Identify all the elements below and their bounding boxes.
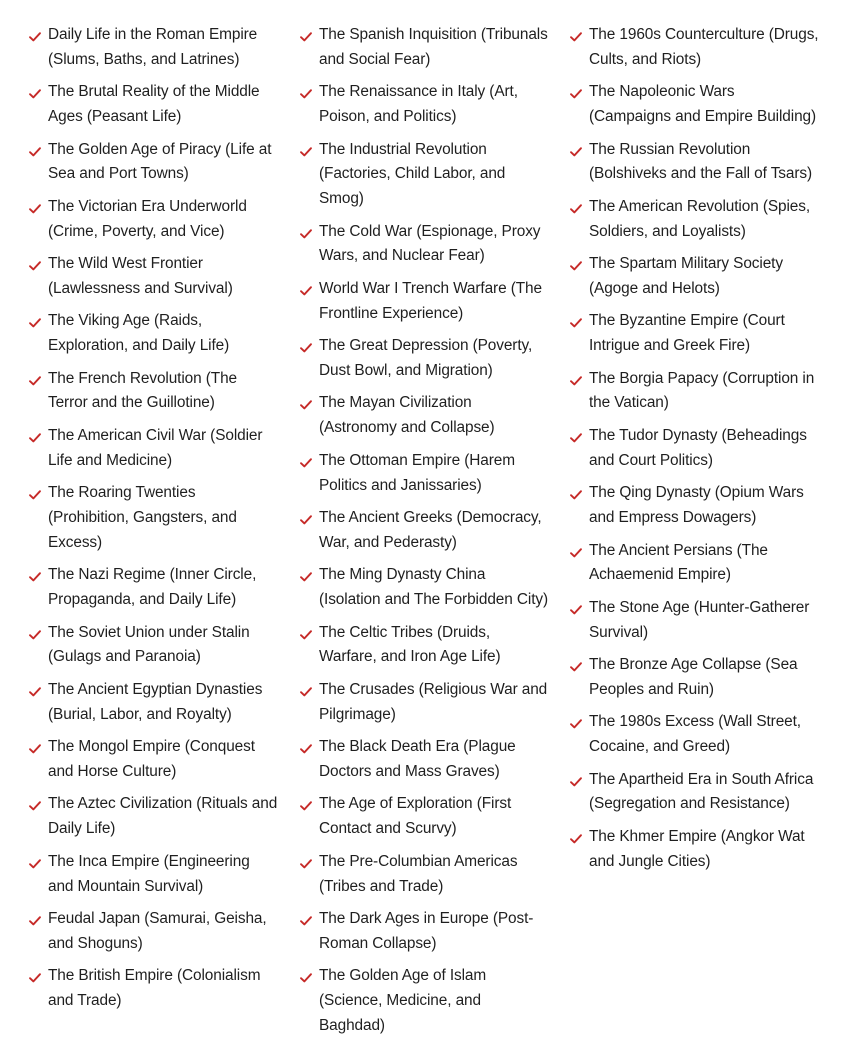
list-item-label: The Crusades (Religious War and Pilgrimage)	[319, 680, 548, 723]
checkmark-icon	[28, 685, 42, 699]
list-item	[569, 424, 819, 474]
list-item-label: The Dark Ages in Europe (Post-Roman Collapse)	[319, 910, 534, 952]
list-item-label: The Aztec Civilization (Rituals and Daily Life)	[48, 795, 278, 838]
list-item	[299, 678, 549, 728]
list-item	[28, 735, 278, 785]
list-item	[299, 792, 549, 842]
list-item	[569, 252, 819, 302]
list-item	[299, 277, 549, 327]
checklist-column-1	[28, 23, 278, 1022]
checkmark-icon	[299, 685, 313, 699]
list-item-label: The Mayan Civilization (Astronomy and Collapse)	[319, 394, 495, 437]
checkmark-icon	[569, 374, 583, 388]
list-item-label: The Victorian Era Underworld (Crime, Poverty, and Vice)	[48, 197, 247, 240]
checkmark-icon	[28, 488, 42, 502]
checkmark-icon	[569, 431, 583, 445]
checkmark-icon	[28, 259, 42, 273]
list-item-label: World War I Trench Warfare (The Frontline Experience)	[319, 279, 542, 322]
list-item-label: Daily Life in the Roman Empire (Slums, Baths, and Latrines)	[48, 26, 258, 68]
list-item	[299, 334, 549, 384]
checkmark-icon	[28, 971, 42, 985]
checkmark-icon	[299, 227, 313, 241]
checkmark-icon	[28, 570, 42, 584]
list-item	[299, 964, 549, 1038]
list-item-label: The Tudor Dynasty (Beheadings and Court Politics)	[589, 426, 807, 469]
list-item	[28, 138, 278, 188]
list-item	[299, 80, 549, 130]
list-item-label: The Renaissance in Italy (Art, Poison, and Politics)	[319, 83, 518, 126]
list-item-label: The French Revolution (The Terror and the Guillotine)	[48, 369, 238, 412]
list-item-label: The American Revolution (Spies, Soldiers, and Loyalists)	[589, 197, 811, 240]
list-item	[569, 195, 819, 245]
list-item-label: The British Empire (Colonialism and Trade)	[48, 967, 261, 1010]
checkmark-icon	[299, 284, 313, 298]
list-item-label: The 1980s Excess (Wall Street, Cocaine, and Greed)	[589, 713, 801, 756]
checkmark-icon	[299, 398, 313, 412]
checkmark-icon	[569, 546, 583, 560]
list-item-label: The Soviet Union under Stalin (Gulags and Paranoia)	[48, 623, 250, 666]
list-item-label: Feudal Japan (Samurai, Geisha, and Shoguns)	[48, 910, 267, 952]
list-item	[28, 481, 278, 555]
checkmark-icon	[569, 202, 583, 216]
list-item	[569, 710, 819, 760]
checkmark-icon	[569, 488, 583, 502]
checkmark-icon	[299, 628, 313, 642]
list-item	[28, 309, 278, 359]
checklist-column-2	[299, 23, 549, 1046]
list-item-label: The Khmer Empire (Angkor Wat and Jungle Cities)	[589, 827, 805, 870]
checkmark-icon	[299, 857, 313, 871]
list-item	[299, 449, 549, 499]
list-item	[569, 309, 819, 359]
list-item	[569, 653, 819, 703]
checkmark-icon	[569, 145, 583, 159]
list-item	[299, 220, 549, 270]
checkmark-icon	[28, 914, 42, 928]
checkmark-icon	[569, 717, 583, 731]
checkmark-icon	[28, 431, 42, 445]
list-item-label: The Celtic Tribes (Druids, Warfare, and Iron Age Life)	[319, 623, 501, 666]
checkmark-icon	[569, 660, 583, 674]
list-item-label: The 1960s Counterculture (Drugs, Cults, and Riots)	[589, 26, 819, 68]
list-item-label: The Wild West Frontier (Lawlessness and Survival)	[48, 255, 233, 297]
list-item	[569, 825, 819, 875]
checkmark-icon	[569, 832, 583, 846]
checkmark-icon	[28, 799, 42, 813]
list-item-label: The Roaring Twenties (Prohibition, Gangsters, and Excess)	[48, 484, 237, 551]
checkmark-icon	[299, 742, 313, 756]
checkmark-icon	[28, 628, 42, 642]
list-item	[569, 539, 819, 589]
checkmark-icon	[299, 30, 313, 44]
list-item-label: The Brutal Reality of the Middle Ages (Peasant Life)	[48, 83, 260, 126]
checkmark-icon	[569, 775, 583, 789]
checkmark-icon	[569, 30, 583, 44]
list-item-label: The Age of Exploration (First Contact and Scurvy)	[319, 795, 512, 838]
list-item-label: The Ancient Persians (The Achaemenid Empire)	[589, 541, 768, 584]
checkmark-icon	[28, 202, 42, 216]
list-item	[28, 80, 278, 130]
list-item-label: The Byzantine Empire (Court Intrigue and Greek Fire)	[589, 312, 785, 355]
list-item	[28, 792, 278, 842]
list-item	[28, 367, 278, 417]
list-item	[299, 506, 549, 556]
list-item-label: The Qing Dynasty (Opium Wars and Empress Dowagers)	[589, 484, 804, 527]
checkmark-icon	[28, 374, 42, 388]
list-item-label: The Cold War (Espionage, Proxy Wars, and Nuclear Fear)	[319, 222, 541, 265]
list-item-label: The Great Depression (Poverty, Dust Bowl, and Migration)	[319, 337, 533, 379]
list-item-label: The American Civil War (Soldier Life and Medicine)	[48, 426, 263, 469]
list-item-label: The Bronze Age Collapse (Sea Peoples and Ruin)	[589, 656, 798, 698]
list-item	[28, 964, 278, 1014]
list-item-label: The Spanish Inquisition (Tribunals and Social Fear)	[319, 26, 548, 68]
list-item-label: The Russian Revolution (Bolshiveks and the Fall of Tsars)	[589, 140, 812, 183]
list-item	[28, 678, 278, 728]
list-item-label: The Ottoman Empire (Harem Politics and Janissaries)	[319, 451, 515, 494]
list-item-label: The Spartam Military Society (Agoge and Helots)	[589, 255, 783, 297]
list-item-label: The Ming Dynasty China (Isolation and The Forbidden City)	[319, 566, 549, 609]
list-item	[299, 735, 549, 785]
checkmark-icon	[299, 513, 313, 527]
list-item	[28, 195, 278, 245]
checkmark-icon	[299, 341, 313, 355]
list-item	[28, 23, 278, 73]
list-item	[28, 252, 278, 302]
list-item	[28, 563, 278, 613]
list-item	[28, 424, 278, 474]
checkmark-icon	[28, 857, 42, 871]
list-item	[299, 907, 549, 957]
list-item	[569, 23, 819, 73]
checkmark-icon	[299, 971, 313, 985]
checkmark-icon	[299, 87, 313, 101]
list-item	[569, 80, 819, 130]
checklist-column-3	[569, 23, 819, 882]
list-item	[28, 907, 278, 957]
list-item-label: The Stone Age (Hunter-Gatherer Survival)	[589, 598, 810, 641]
list-item	[28, 850, 278, 900]
list-item	[569, 596, 819, 646]
checkmark-icon	[299, 456, 313, 470]
checkmark-icon	[28, 742, 42, 756]
list-item	[569, 481, 819, 531]
list-item	[299, 23, 549, 73]
list-item-label: The Mongol Empire (Conquest and Horse Culture)	[48, 738, 255, 780]
list-item	[569, 768, 819, 818]
list-item-label: The Pre-Columbian Americas (Tribes and Trade)	[319, 852, 518, 895]
checkmark-icon	[569, 259, 583, 273]
checkmark-icon	[569, 603, 583, 617]
list-item-label: The Industrial Revolution (Factories, Child Labor, and Smog)	[319, 140, 506, 208]
checkmark-icon	[28, 145, 42, 159]
list-item	[299, 850, 549, 900]
checkmark-icon	[299, 799, 313, 813]
checkmark-icon	[299, 914, 313, 928]
list-item-label: The Inca Empire (Engineering and Mountain Survival)	[48, 852, 250, 895]
list-item-label: The Black Death Era (Plague Doctors and Mass Graves)	[319, 738, 516, 780]
list-item-label: The Nazi Regime (Inner Circle, Propaganda, and Daily Life)	[48, 566, 257, 609]
list-item-label: The Viking Age (Raids, Exploration, and Daily Life)	[48, 312, 230, 355]
checkmark-icon	[299, 570, 313, 584]
list-item	[299, 138, 549, 212]
list-item	[569, 367, 819, 417]
list-item-label: The Golden Age of Islam (Science, Medicine, and Baghdad)	[319, 967, 487, 1034]
list-item	[299, 621, 549, 671]
list-item-label: The Napoleonic Wars (Campaigns and Empire Building)	[589, 83, 817, 126]
checkmark-icon	[569, 316, 583, 330]
checkmark-icon	[28, 30, 42, 44]
list-item	[28, 621, 278, 671]
list-item-label: The Golden Age of Piracy (Life at Sea and Port Towns)	[48, 140, 272, 183]
list-item-label: The Apartheid Era in South Africa (Segregation and Resistance)	[589, 770, 814, 813]
checkmark-icon	[299, 145, 313, 159]
checkmark-icon	[569, 87, 583, 101]
list-item-label: The Ancient Greeks (Democracy, War, and Pederasty)	[319, 509, 542, 551]
checkmark-icon	[28, 87, 42, 101]
list-item-label: The Borgia Papacy (Corruption in the Vatican)	[589, 369, 815, 412]
list-item	[569, 138, 819, 188]
list-item	[299, 391, 549, 441]
list-item-label: The Ancient Egyptian Dynasties (Burial, Labor, and Royalty)	[48, 680, 263, 723]
list-item	[299, 563, 549, 613]
checkmark-icon	[28, 316, 42, 330]
